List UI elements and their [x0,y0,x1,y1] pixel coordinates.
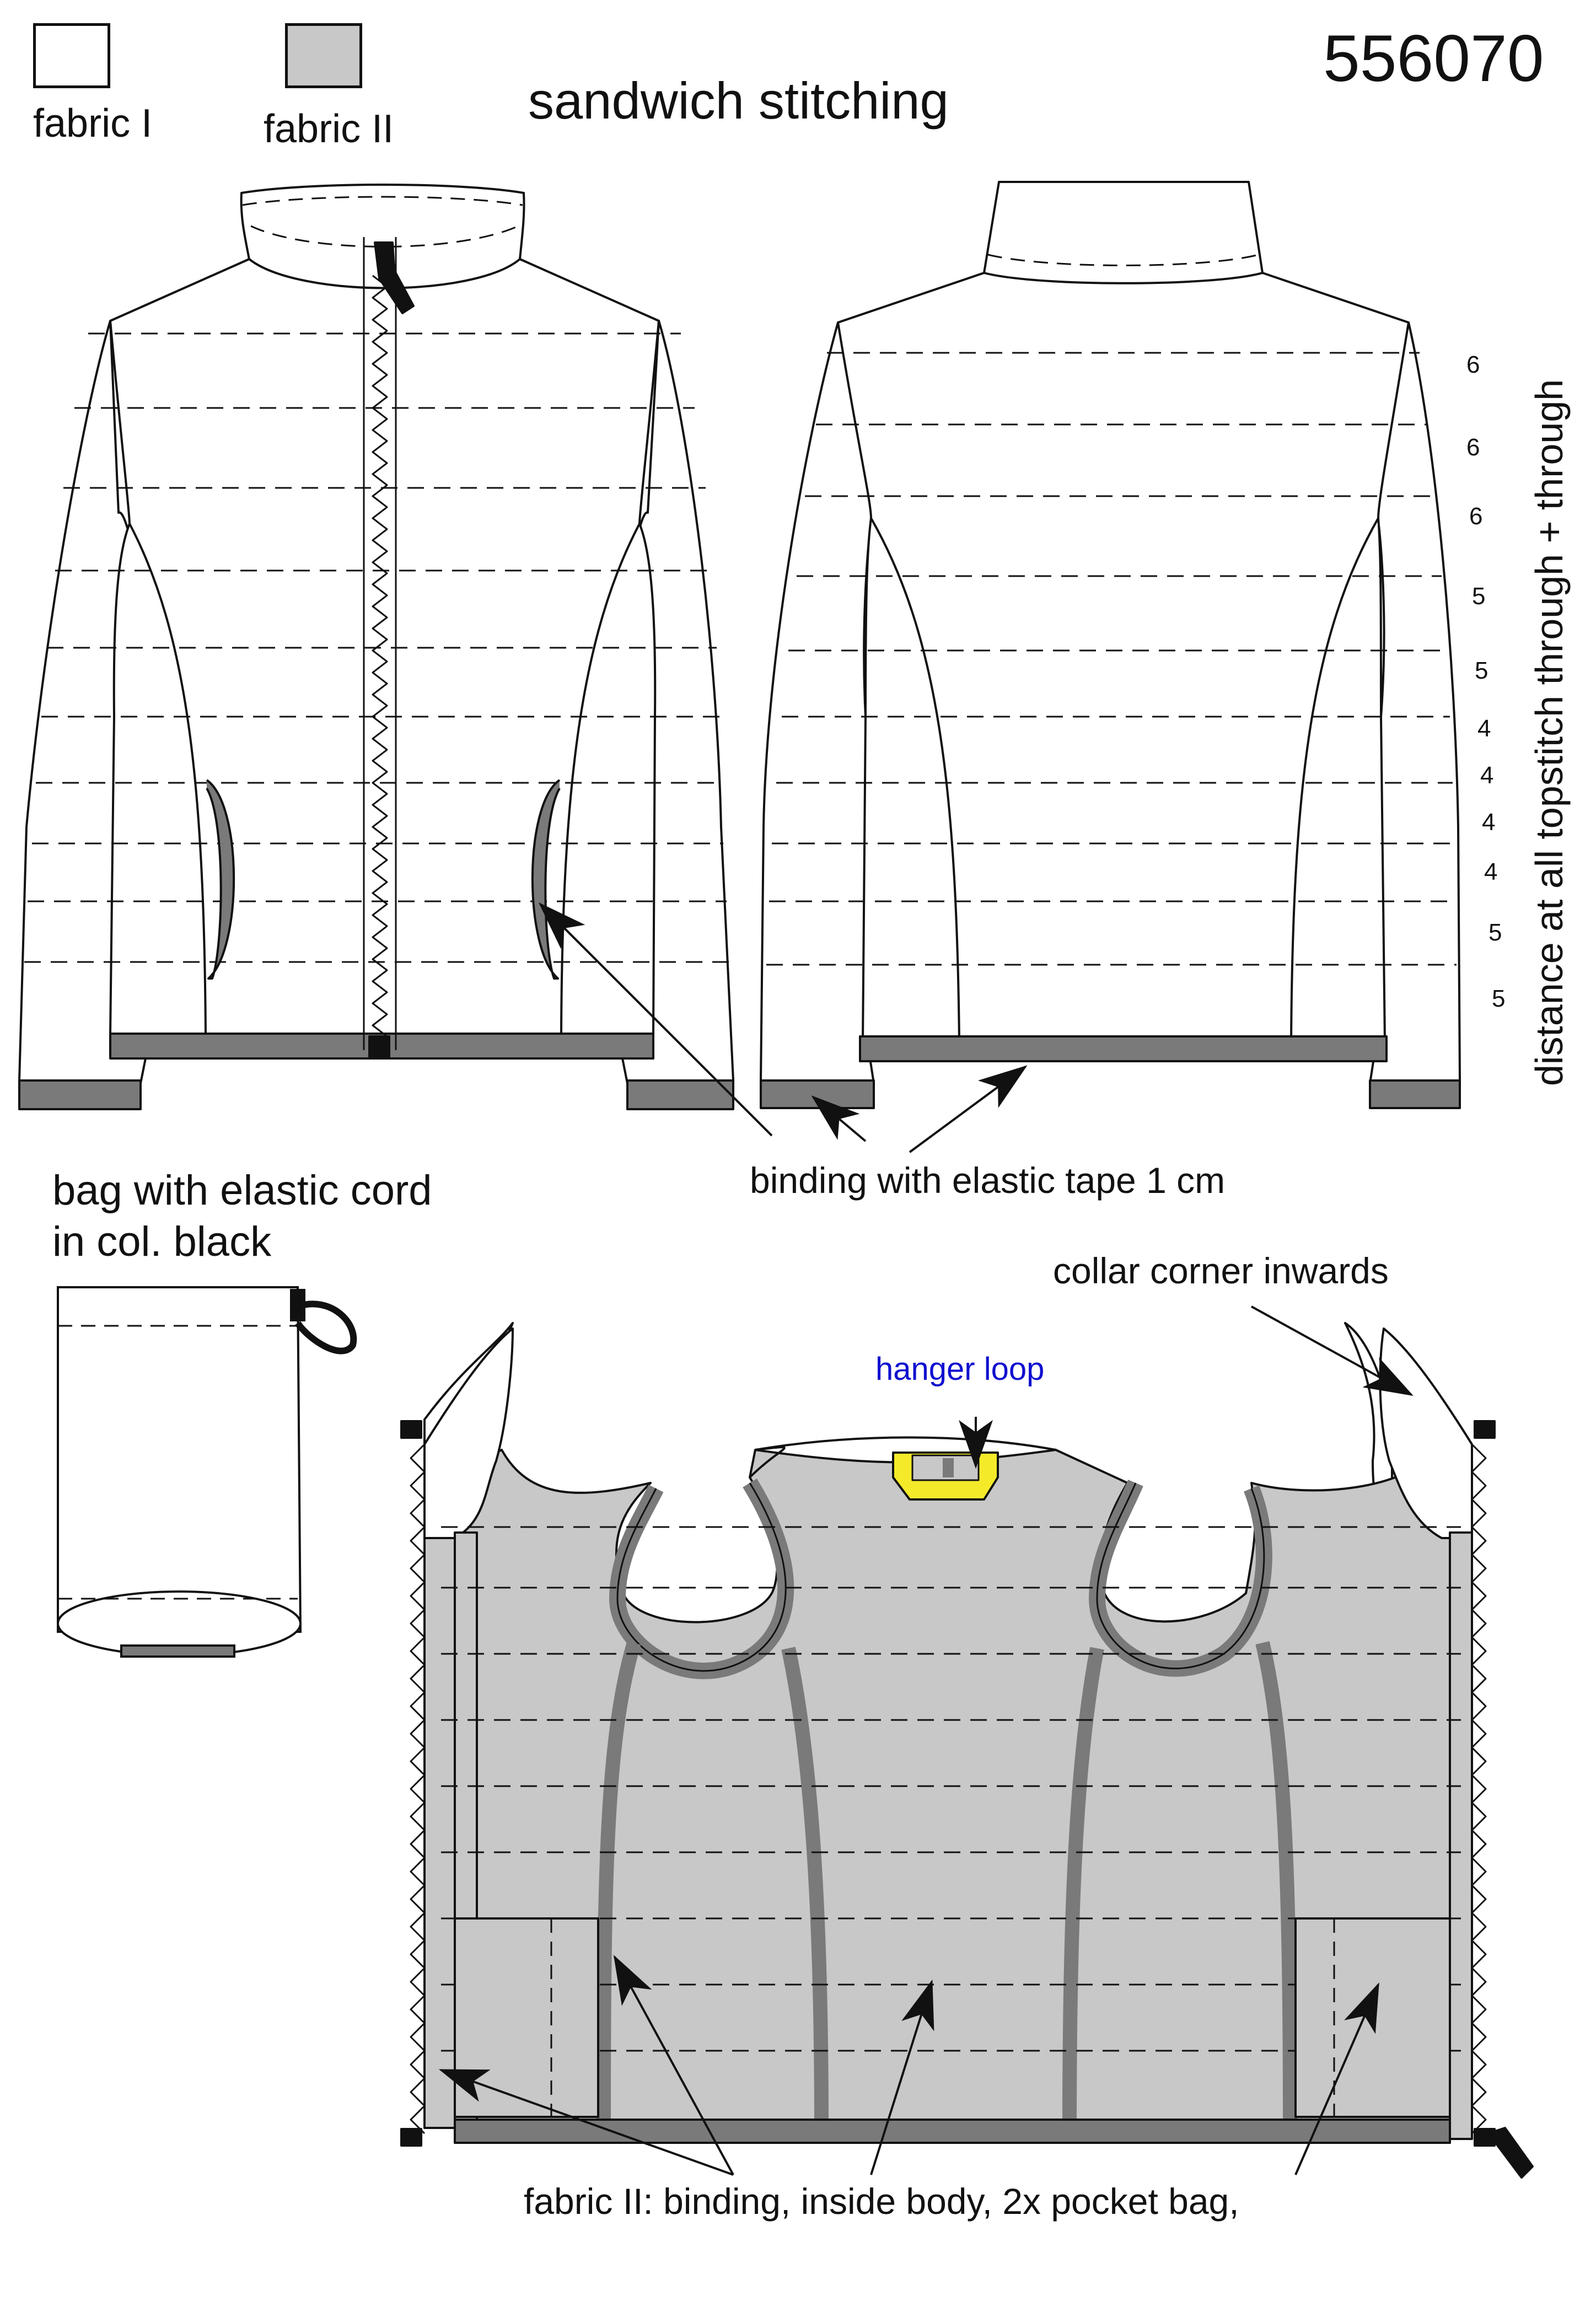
distance-value: 4 [1484,858,1498,885]
bag-note-line2: in col. black [52,1218,272,1265]
back-body [838,273,1409,1042]
fabric-1-label: fabric I [33,101,153,146]
binding-note: binding with elastic tape 1 cm [750,1160,1226,1201]
distance-scale-label: distance at all topstitch through + through [1528,379,1571,1086]
fabric-2-note: fabric II: binding, inside body, 2x pocket bag, [524,2181,1239,2222]
cord-stopper-icon [291,1290,353,1351]
bag-note-line1: bag with elastic cord [52,1167,432,1214]
hanger-loop-note: hanger loop [875,1351,1045,1387]
page-title: sandwich stitching [528,72,949,130]
front-right-cuff-binding [627,1080,733,1109]
distance-value: 4 [1477,715,1491,742]
front-body [110,259,659,1034]
distance-value: 5 [1492,985,1506,1012]
fabric-2-label: fabric II [264,107,394,151]
distance-value: 5 [1472,583,1486,610]
distance-value: 6 [1466,434,1480,461]
distance-value: 6 [1466,351,1480,378]
distance-value: 4 [1480,762,1494,789]
back-left-cuff-binding [761,1080,874,1108]
distance-value: 5 [1475,657,1488,684]
front-view [19,185,733,1109]
back-view [761,182,1460,1108]
back-collar [984,182,1262,283]
distance-value: 5 [1488,919,1502,946]
left-pocket-bag [455,1918,598,2117]
front-left-cuff-binding [19,1080,141,1109]
collar-note: collar corner inwards [1053,1250,1389,1291]
distance-value: 4 [1482,809,1496,836]
distance-value: 6 [1469,503,1483,530]
inside-hem-binding [455,2120,1450,2143]
inside-view [401,1323,1533,2178]
stuff-bag [58,1287,353,1657]
right-pocket-bag [1296,1918,1450,2117]
back-right-cuff-binding [1370,1080,1460,1108]
zipper-pull-icon [1488,2128,1533,2178]
article-number: 556070 [1323,21,1544,95]
back-hem-binding [860,1036,1387,1061]
